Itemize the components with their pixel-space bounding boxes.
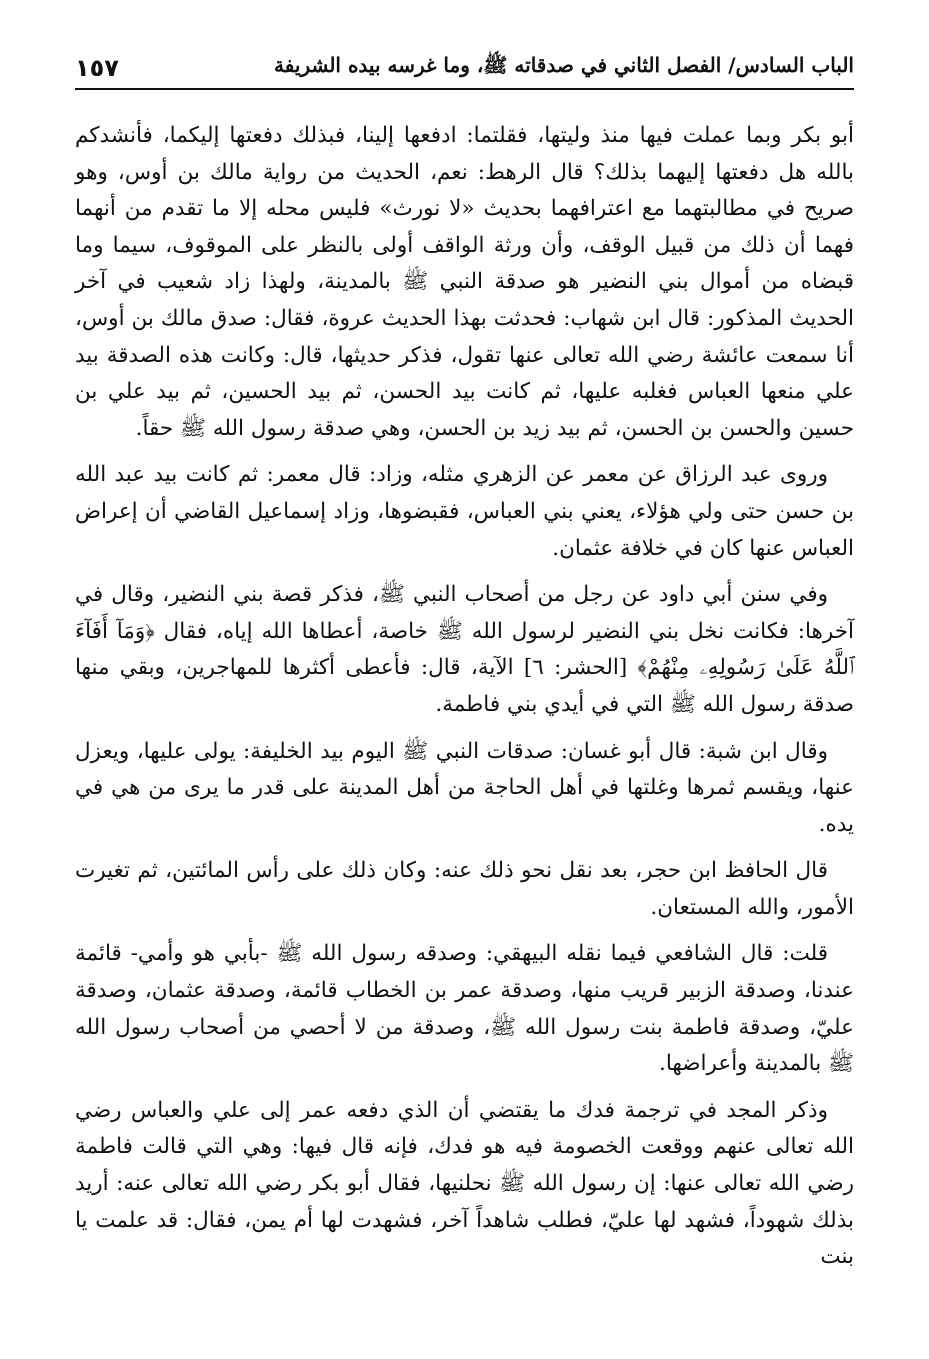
paragraph-4: وقال ابن شبة: قال أبو غسان: صدقات النبي ﷺ اليوم بيد الخليفة: يولى عليها، ويعزل عنها، ويقسم ثمرها وغلتها في أهل الحاجة من أهل المدينة على قدر ما يرى من هي في يده. <box>75 738 854 837</box>
paragraph-7: وذكر المجد في ترجمة فدك ما يقتضي أن الذي دفعه عمر إلى علي والعباس رضي الله تعالى عنهم ووقعت الخصومة فيه هو فدك، فإنه قال فيها: وهي التي قالت فاطمة رضي الله تعالى عنها: إن رسول الله ﷺ نحلنيها، فقال أبو بكر رضي الله تعالى عنه: أريد بذلك شهوداً، فشهد لها عليّ، فطلب شاهداً آخر، فشهدت لها أم يمن، فقال: قد علمت يا بنت <box>75 1097 854 1270</box>
paragraph-6: قلت: قال الشافعي فيما نقله البيهقي: وصدقه رسول الله ﷺ -بأبي هو وأمي- قائمة عندنا، وصدقة الزبير قريب منها، وصدقة عمر بن الخطاب قائمة، وصدقة عثمان، وصدقة عليّ، وصدقة فاطمة بنت رسول الله ﷺ، وصدقة من لا أحصي من أصحاب رسول الله ﷺ بالمدينة وأعراضها. <box>75 941 854 1077</box>
running-title: الباب السادس/ الفصل الثاني في صدقاته ﷺ، وما غرسه بيده الشريفة <box>274 53 854 77</box>
paragraph-5: قال الحافظ ابن حجر، بعد نقل نحو ذلك عنه: وكان ذلك على رأس المائتين، ثم تغيرت الأمور، والله المستعان. <box>75 858 854 920</box>
paragraph-1: أبو بكر وبما عملت فيها منذ وليتها، فقلتما: ادفعها إلينا، فبذلك دفعتها إليكما، فأنشدكم بالله هل دفعتها إليهما بذلك؟ قال الرهط: نعم، الحديث من رواية مالك بن أوس، وهو صريح في مطالبتهما مع اعترافهما بحديث «لا نورث» فليس محله إلا ما تقدم من أنهما فهما أن ذلك من قبيل الوقف، وأن ورثة الواقف أولى بالنظر على الموقوف، سيما وما قبضاه من أموال بني النضير هو صدقة النبي ﷺ بالمدينة، ولهذا زاد شعيب في آخر الحديث المذكور: قال ابن شهاب: فحدثت بهذا الحديث عروة، فقال: صدق مالك بن أوس، أنا سمعت عائشة رضي الله تعالى عنها تقول، فذكر حديثها، قال: وكانت هذه الصدقة بيد علي منعها العباس فغلبه عليها، ثم كانت بيد الحسن، ثم بيد الحسين، ثم بيد علي بن حسين والحسن بن الحسن، ثم بيد زيد بن الحسن، وهي صدقة رسول الله ﷺ حقاً. <box>75 123 854 441</box>
page-body <box>75 118 854 1286</box>
paragraph-3: وفي سنن أبي داود عن رجل من أصحاب النبي ﷺ، فذكر قصة بني النضير، وقال في آخرها: فكانت نخل بني النضير لرسول الله ﷺ خاصة، أعطاها الله إياه، فقال ﴿وَمَآ أَفَآءَ ٱللَّهُ عَلَىٰ رَسُولِهِۦ مِنْهُمْ﴾ [الحشر: ٦] الآية، قال: فأعطى أكثرها للمهاجرين، وبقي منها صدقة رسول الله ﷺ التي في أيدي بني فاطمة. <box>75 582 854 717</box>
page-header <box>75 50 854 90</box>
paragraph-2: وروى عبد الرزاق عن معمر عن الزهري مثله، وزاد: قال معمر: ثم كانت بيد عبد الله بن حسن حتى ولي هؤلاء، يعني بني العباس، فقبضوها، وزاد إسماعيل القاضي أن إعراض العباس عنها كان في خلافة عثمان. <box>75 462 854 561</box>
page-number: ١٥٧ <box>75 54 119 82</box>
